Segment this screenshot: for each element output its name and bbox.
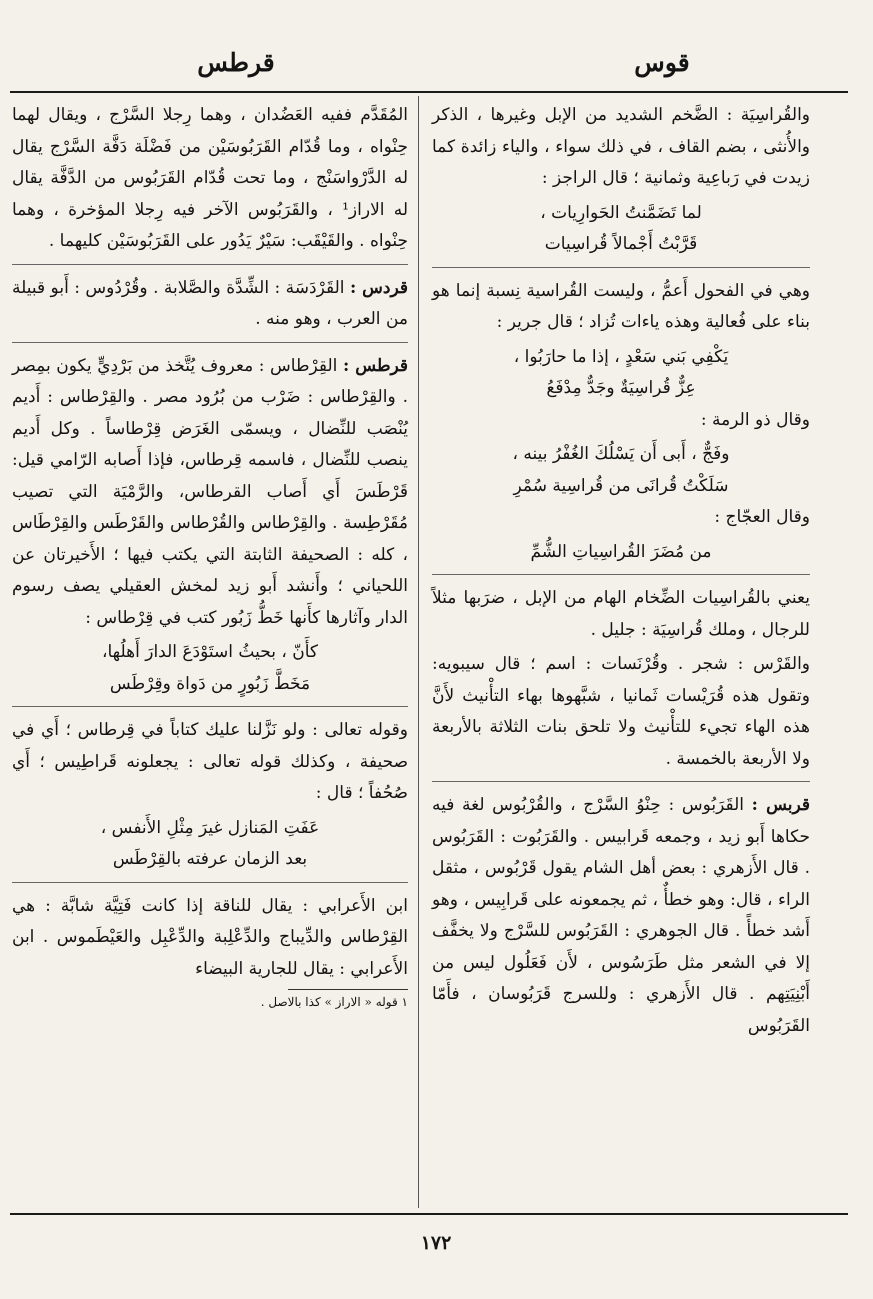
verse-separator bbox=[12, 706, 408, 707]
entry-qrds-body: القَرْدَسَة : الشِّدَّة والصَّلابة . وقُرْدُوس : أَبو قبيلة من العرب ، وهو منه . bbox=[12, 277, 408, 329]
headword-qrts: قرطس : bbox=[342, 355, 408, 376]
column-divider bbox=[418, 96, 419, 1208]
entry-qrts-body: القِرْطاس : معروف يُتَّخذ من بَرْدِيٍّ يكون بمِصر . والقِرْطاس : ضَرْب من بُرُود مصر . والقِرْطاس : أَديم يُنْصَب للنِّضال ، ويسمّى الغَرَض قِرْطاساً . وكل أَديم ينصب للنِّضال ، فاسمه قِرطاس، فإذا أَصابه الرّامي قيل: قَرْطَسَ أَي أَصاب القرطاس، والرَّمْيَة التي تصيب مُقَرْطِسة . والقِرْطاس والقُرْطاس والقَرْطَس والقِرْطَاس ، كله : الصحيفة الثابتة التي يكتب فيها ؛ الأَخيرتان عن اللحياني ؛ وأَنشد أَبو زيد لمخش العقيلي يصف رسوم الدار وآثارها كأَنها خَطُّ زَبُور كتب في قِرْطاس : bbox=[12, 355, 408, 628]
verse-line: من مُضَرَ القُراسِياتِ الشُّمِّ bbox=[530, 541, 712, 562]
verse-separator bbox=[432, 267, 810, 268]
running-head-right: قوس bbox=[634, 48, 690, 77]
verse-line: يَكْفِي بَني سَعْدٍ ، إذا ما حارَبُوا ، bbox=[513, 346, 729, 367]
left-column bbox=[12, 100, 408, 1012]
footnote-rule bbox=[288, 989, 408, 990]
entry-qrts-paragraph: وقوله تعالى : ولو نَزَّلنا عليك كتاباً في قِرطاس ؛ أَي في صحيفة ، وكذلك قوله تعالى : يجعلونه قَراطِيس ؛ أَي صُحُفاً ؛ قال : bbox=[12, 720, 408, 803]
entry-qrbs-body: القَرَبُوس : حِنْوُ السَّرْج ، والقُرْبُوس لغة فيه حكاها أَبو زيد ، وجمعه قَرابيس . والقَرَبُوت : القَرَبُوس . قال الأَزهري : بعض أهل الشام يقول قَرْبُوس ، مثقل الراء ، قال: وهو خطأٌ ، ثم يجمعونه على قَرابِيس ، وهو أَشد خطأً . قال الجوهري : القَرَبُوس للسَّرْج ولا يخفَّف إلا في الشعر مثل طَرَسُوس ، لأَن فَعَلُول ليس من أَبْنِيَتِهم . قال الأَزهري : وللسرج قَرَبُوسان ، فأَمّا القَرَبُوس bbox=[432, 795, 810, 1036]
verse-line: عَفَتِ المَنازل غيرَ مِثْلِ الأَنفس ، bbox=[100, 817, 320, 838]
entry-separator bbox=[432, 781, 810, 782]
footnote: ١ قوله « الاراز » كذا بالاصل . bbox=[260, 995, 408, 1009]
entry-qws-paragraph: وهي في الفحول أَعمُّ ، وليست القُراسية نِسبة إنما هو بناء على فُعالية وهذه ياءات تُزاد ؛ قال جرير : bbox=[432, 280, 810, 332]
entry-separator bbox=[12, 342, 408, 343]
entry-qws-paragraph: والقُراسِيَة : الضَّخم الشديد من الإبل وغيرها ، الذكر والأُنثى ، بضم القاف ، في ذلك سواء ، والياء زائدة كما زيدت في رَباعِية وثمانية ؛ قال الراجز : bbox=[432, 105, 810, 188]
verse-line: قَرَّبْتُ أَجْمالاً قُراسِيات bbox=[544, 234, 698, 254]
headword-qrds: قردس : bbox=[349, 277, 408, 298]
verse-separator bbox=[12, 882, 408, 883]
entry-qws-paragraph: يعني بالقُراسِيات الضِّخام الهام من الإبل ، ضرَبها مثلاً للرجال ، وملك قُراسِيَة : جليل . bbox=[432, 588, 810, 640]
entry-qws-paragraph: وقال ذو الرمة : bbox=[700, 409, 810, 430]
verse-line: بعد الزمان عرفته بالقِرْطَس bbox=[112, 849, 308, 869]
entry-qrts bbox=[12, 351, 408, 635]
entry-qrds bbox=[12, 273, 408, 336]
verse-line: كأَنّ ، بحيثُ استَوْدَعَ الدارَ أَهلُها، bbox=[102, 642, 318, 662]
running-head-left: قرطس bbox=[197, 48, 275, 77]
verse-line: عِزٌّ قُراسِيَةٌ وجَدٌّ مِدْفَعُ bbox=[546, 378, 696, 398]
verse-separator bbox=[432, 574, 810, 575]
header-rule bbox=[10, 91, 848, 93]
entry-separator bbox=[12, 264, 408, 265]
entry-qrbs-continuation: المُقَدَّم ففيه العَضُدان ، وهما رِجلا السَّرْج ، ويقال لهما حِنْواه ، وما قُدّام القَرَبُوسَيْن من فَضْلَة دَفَّة السَّرْج يقال له الدَّرْواسَنْج ، وما تحت قُدّام القَرَبُوس من الدَّفَّة يقال له الاراز¹ ، والقَرَبُوس الآخر فيه رِجلا المؤخرة ، وهما حِنْواه . والقَيْقَب: سَيْرٌ يَدُور على القَرَبُوسَيْن كليهما . bbox=[12, 105, 408, 251]
entry-qrbs bbox=[432, 790, 810, 1042]
entry-qws-paragraph: والقَرْس : شجر . وقُرْنَسات : اسم ؛ قال سيبويه: وتقول هذه قُرَيْسات ثَمانيا ، شبَّهوها بهاء التأْنيث لأَنَّ هذه الهاء تجيء للتأْنيث ولا تلحق بنات الثلاثة بالأربعة ولا الأربعة بالخمسة . bbox=[432, 654, 810, 769]
page-number: ١٧٢ bbox=[420, 1232, 452, 1254]
right-column bbox=[432, 100, 810, 1045]
verse-line: لما تَضَمَّنتُ الحَوارِيات ، bbox=[540, 202, 702, 223]
footer-rule bbox=[10, 1213, 848, 1215]
verse-line: مَخَطَّ زَبُورٍ من دَواة وقِرْطَس bbox=[109, 673, 311, 694]
entry-qws-paragraph: وقال العجّاج : bbox=[714, 507, 810, 527]
verse-line: وفَجٌّ ، أَبى أَن يَسْلُكَ الغُفْرُ بينه ، bbox=[512, 444, 730, 464]
entry-qrts-paragraph: ابن الأَعرابي : يقال للناقة إذا كانت فَتِيَّة شابَّة : هي القِرْطاس والدِّيباج والدِّعْلِبة والدِّعْبِل والعَيْطَموس . ابن الأَعرابي : يقال للجارية البيضاء bbox=[12, 895, 408, 979]
headword-qrbs: قربس : bbox=[751, 795, 810, 815]
verse-line: سَلَكْتُ قُرانَى من قُراسِية سُمْرِ bbox=[513, 475, 729, 496]
